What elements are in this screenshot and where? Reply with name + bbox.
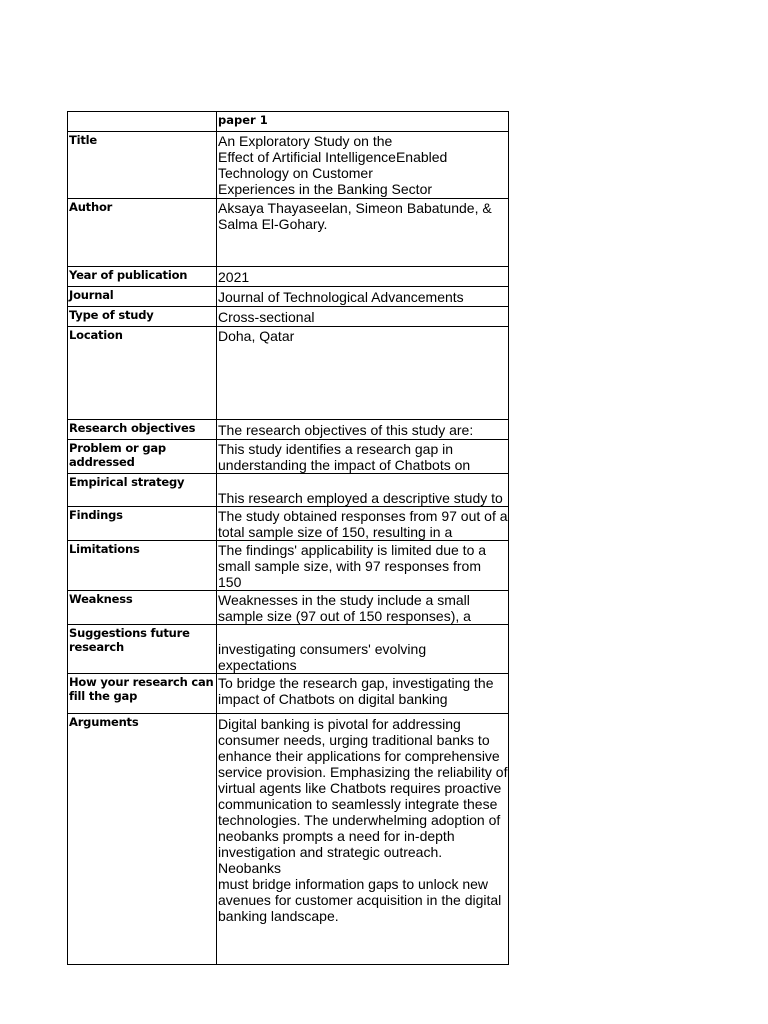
row-label-weakness: Weakness — [68, 591, 217, 625]
row-label-problem-gap: Problem or gap addressed — [69, 441, 170, 469]
header-paper-column: paper 1 — [217, 112, 509, 132]
row-value-weakness: Weaknesses in the study include a small sample size (97 out of 150 responses), a — [218, 592, 471, 624]
row-value-journal: Journal of Technological Advancements — [217, 287, 509, 307]
row-value-location: Doha, Qatar — [217, 327, 509, 420]
table-row — [68, 625, 509, 674]
table-row — [68, 199, 509, 267]
comparison-table-sheet — [67, 111, 506, 965]
table-row — [68, 591, 509, 625]
table-row — [68, 714, 509, 965]
table-row — [68, 132, 509, 199]
row-label-author: Author — [68, 199, 217, 267]
row-value-arguments: Digital banking is pivotal for addressing consumer needs, urging traditional banks to enhance their applications for comprehensive service provision. Emphasizing the reliability of virtual agents like Chatbots requires proactive communication to seamlessly integrate these technologies. The underwhelming adoption of neobanks prompts a need for in-depth investigation and strategic outreach. Neobanks must bridge information gaps to unlock new avenues for customer acquisition in the digital banking landscape. — [217, 714, 509, 965]
row-label-title: Title — [68, 132, 217, 199]
row-label-suggestions: Suggestions future research — [69, 626, 194, 654]
row-label-location: Location — [68, 327, 217, 420]
row-value-type-of-study: Cross-sectional — [217, 307, 509, 327]
row-label-journal: Journal — [68, 287, 217, 307]
table-row — [68, 440, 509, 474]
row-label-limitations: Limitations — [68, 541, 217, 591]
row-value-author: Aksaya Thayaseelan, Simeon Babatunde, & Salma El-Gohary. — [217, 199, 509, 267]
row-value-research-objectives: The research objectives of this study are: — [217, 420, 509, 440]
row-label-fill-gap: How your research can fill the gap — [68, 674, 217, 714]
table-row — [68, 541, 509, 591]
paper-summary-table — [67, 111, 509, 965]
row-label-year: Year of publication — [68, 267, 217, 287]
row-value-year: 2021 — [217, 267, 509, 287]
row-label-arguments: Arguments — [68, 714, 217, 965]
table-row — [68, 420, 509, 440]
table-row — [68, 287, 509, 307]
row-value-limitations: The findings' applicability is limited due to a small sample size, with 97 responses from 150 — [218, 542, 487, 590]
row-label-empirical-strategy: Empirical strategy — [68, 474, 217, 507]
row-label-type-of-study: Type of study — [68, 307, 217, 327]
row-value-suggestions: investigating consumers' evolving expectations — [218, 641, 431, 673]
row-value-fill-gap: To bridge the research gap, investigating the impact of Chatbots on digital banking — [217, 674, 509, 714]
table-row — [68, 327, 509, 420]
row-label-research-objectives: Research objectives — [68, 420, 217, 440]
table-header-row — [68, 112, 509, 132]
table-row — [68, 474, 509, 507]
row-value-title: An Exploratory Study on the Effect of Artificial IntelligenceEnabled Technology on Customer Experiences in the Banking Sector — [217, 132, 509, 199]
row-value-findings: The study obtained responses from 97 out of a total sample size of 150, resulting in a — [218, 508, 508, 540]
header-label-cell — [68, 112, 217, 132]
row-label-findings: Findings — [68, 507, 217, 541]
table-row — [68, 267, 509, 287]
table-row — [68, 307, 509, 327]
row-value-empirical-strategy: This research employed a descriptive study to — [218, 490, 503, 506]
row-value-problem-gap: This study identifies a research gap in understanding the impact of Chatbots on — [218, 441, 471, 473]
table-row — [68, 674, 509, 714]
table-row — [68, 507, 509, 541]
